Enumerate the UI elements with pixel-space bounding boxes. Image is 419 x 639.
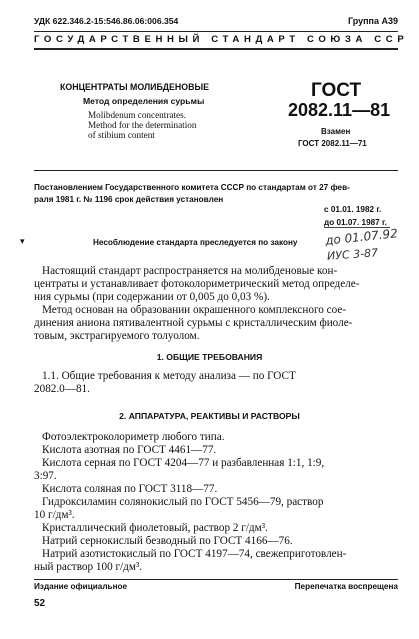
reagent-line: Кристаллический фиолетовый, раствор 2 г/дм³. [42, 522, 268, 534]
title-english-2: Method for the determination [88, 120, 197, 130]
doc-subtitle: Метод определения сурьмы [83, 96, 205, 106]
penalty-note: Несоблюдение стандарта преследуется по закону [93, 238, 298, 247]
replaces-value: ГОСТ 2082.11—71 [298, 139, 367, 148]
title-rule [34, 170, 398, 171]
intro-line: товым, экстрагируемого толуолом. [34, 330, 200, 342]
decree-line-1: Постановлением Государственного комитета СССР по стандартам от 27 фев- [34, 183, 350, 192]
intro-text [34, 265, 398, 343]
section-2-heading: 2. АППАРАТУРА, РЕАКТИВЫ И РАСТВОРЫ [119, 411, 300, 421]
reagent-line: Натрий сернокислый безводный по ГОСТ 4166—76. [42, 535, 293, 547]
reagent-line: Кислота серная по ГОСТ 4204—77 и разбавленная 1:1, 1:9, [42, 457, 325, 469]
section-1-line: 2082.0—81. [34, 383, 90, 395]
title-english [88, 110, 196, 140]
title-english-3: of stibium content [88, 130, 155, 140]
title-english-1: Molibdenum concentrates. [88, 110, 186, 120]
official-edition: Издание официальное [34, 582, 128, 591]
handwritten-date: до 01.07.92 [324, 226, 399, 248]
intro-line: Метод основан на образовании окрашенного комплексного сое- [42, 304, 347, 316]
udk-code: УДК 622.346.2-15:546.86.06:006.354 [34, 16, 179, 26]
valid-from: с 01.01. 1982 г. [324, 205, 382, 214]
reagent-line: 10 г/дм³. [34, 509, 75, 521]
reagent-line: Гидроксиламин солянокислый по ГОСТ 5456—79, раствор [42, 496, 324, 508]
intro-line: центраты и устанавливает фотоколориметрический метод определе- [34, 278, 360, 290]
decree-text [34, 182, 350, 206]
gost-label: ГОСТ [311, 80, 362, 101]
top-rule-1 [34, 31, 398, 32]
doc-title: КОНЦЕНТРАТЫ МОЛИБДЕНОВЫЕ [60, 82, 209, 92]
section-1-heading: 1. ОБЩИЕ ТРЕБОВАНИЯ [156, 352, 263, 362]
group-code: Группа А39 [347, 16, 398, 26]
handwritten-ius: ИУС 3-87 [326, 246, 379, 263]
reagent-line: Кислота соляная по ГОСТ 3118—77. [42, 483, 218, 495]
intro-line: ния сурьмы (при содержании от 0,005 до 0,03 %). [34, 291, 270, 303]
reagent-line: ный раствор 100 г/дм³. [34, 561, 143, 573]
gost-number: 2082.11—81 [288, 100, 391, 120]
section-2-text [34, 431, 398, 574]
decree-line-2: раля 1981 г. № 1196 срок действия установлен [34, 195, 224, 204]
valid-to: до 01.07. 1987 г. [324, 218, 387, 227]
section-1-line: 1.1. Общие требования к методу анализа — по ГОСТ [42, 370, 296, 382]
margin-mark: ▾ [20, 236, 25, 246]
standard-banner: ГОСУДАРСТВЕННЫЙ СТАНДАРТ СОЮЗА ССР [34, 34, 409, 45]
top-rule-2 [34, 48, 398, 50]
reagent-line: Натрий азотистокислый по ГОСТ 4197—74, свежеприготовлен- [42, 548, 347, 560]
footer-rule [34, 579, 398, 580]
section-1-text [34, 370, 398, 396]
page-number: 52 [34, 598, 46, 609]
reprint-prohibited: Перепечатка воспрещена [294, 582, 398, 591]
reagent-line: Фотоэлектроколориметр любого типа. [42, 431, 225, 443]
intro-line: Настоящий стандарт распространяется на молибденовые кон- [42, 265, 338, 277]
reagent-line: Кислота азотная по ГОСТ 4461—77. [42, 444, 217, 456]
intro-line: динения аниона пятивалентной сурьмы с кристаллическим фиоле- [34, 317, 353, 329]
replaces-label: Взамен [321, 127, 351, 136]
reagent-line: 3:97. [34, 470, 57, 482]
